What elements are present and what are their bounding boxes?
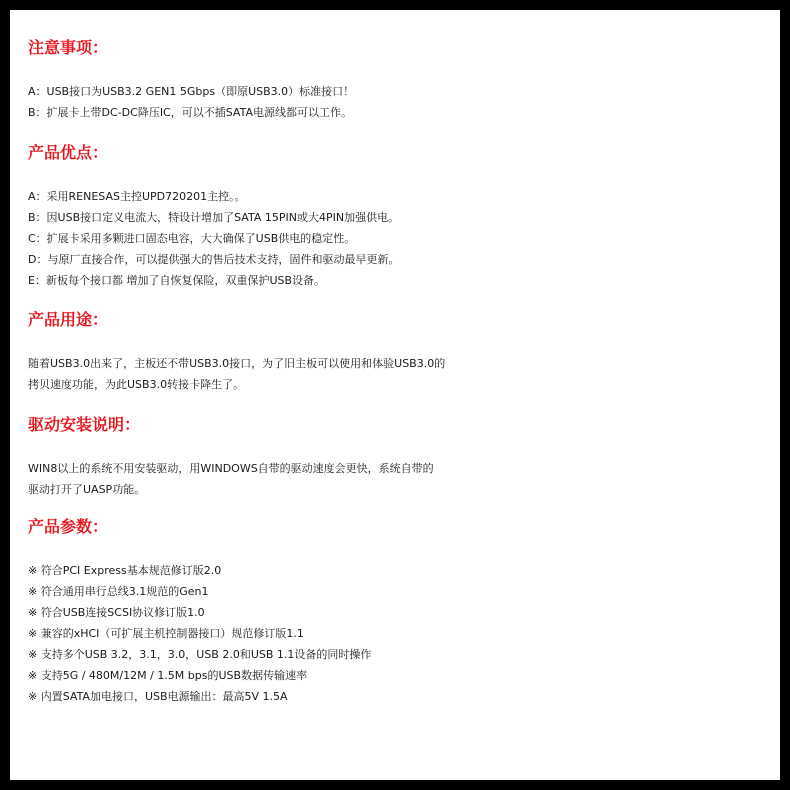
section-driver xyxy=(28,415,768,500)
section-notes xyxy=(28,38,768,123)
section-body-specs xyxy=(28,560,768,707)
advantage-line-a: A：采用RENESAS主控UPD720201主控。。 xyxy=(28,190,246,203)
usage-line-2: 拷贝速度功能，为此USB3.0转接卡降生了。 xyxy=(28,378,245,391)
spec-line-5: ※ 支持多个USB 3.2，3.1，3.0，USB 2.0和USB 1.1设备的同时操作 xyxy=(28,648,372,661)
section-advantages xyxy=(28,143,768,291)
advantage-line-e: E：新板每个接口都 增加了自恢复保险，双重保护USB设备。 xyxy=(28,274,326,287)
section-usage xyxy=(28,310,768,395)
advantage-line-b: B：因USB接口定义电流大，特设计增加了SATA 15PIN或大4PIN加强供电。 xyxy=(28,211,400,224)
section-heading-usage: 产品用途： xyxy=(28,310,109,329)
spec-line-4: ※ 兼容的xHCI（可扩展主机控制器接口）规范修订版1.1 xyxy=(28,627,304,640)
section-body-driver xyxy=(28,458,768,500)
driver-line-2: 驱动打开了UASP功能。 xyxy=(28,483,146,496)
driver-line-1: WIN8以上的系统不用安装驱动，用WINDOWS自带的驱动速度会更快，系统自带的 xyxy=(28,462,434,475)
section-heading-advantages: 产品优点： xyxy=(28,143,109,162)
spec-line-7: ※ 内置SATA加电接口，USB电源输出：最高5V 1.5A xyxy=(28,690,288,703)
usage-line-1: 随着USB3.0出来了，主板还不带USB3.0接口，为了旧主板可以使用和体验USB3.0的 xyxy=(28,357,446,370)
section-heading-notes: 注意事项： xyxy=(28,38,109,57)
note-line-b: B：扩展卡上带DC-DC降压IC，可以不插SATA电源线都可以工作。 xyxy=(28,106,352,119)
spec-line-6: ※ 支持5G / 480M/12M / 1.5M bps的USB数据传输速率 xyxy=(28,669,308,682)
spec-line-1: ※ 符合PCI Express基本规范修订版2.0 xyxy=(28,564,222,577)
advantage-line-c: C：扩展卡采用多颗进口固态电容，大大确保了USB供电的稳定性。 xyxy=(28,232,356,245)
section-specs xyxy=(28,517,768,707)
section-body-usage xyxy=(28,353,768,395)
advantage-line-d: D：与原厂直接合作，可以提供强大的售后技术支持，固件和驱动最早更新。 xyxy=(28,253,400,266)
section-body-notes xyxy=(28,81,768,123)
section-body-advantages xyxy=(28,186,768,291)
spec-line-2: ※ 符合通用串行总线3.1规范的Gen1 xyxy=(28,585,209,598)
note-line-a: A：USB接口为USB3.2 GEN1 5Gbps（即原USB3.0）标准接口！ xyxy=(28,85,355,98)
section-heading-driver: 驱动安装说明： xyxy=(28,415,141,434)
section-heading-specs: 产品参数： xyxy=(28,517,109,536)
spec-line-3: ※ 符合USB连接SCSI协议修订版1.0 xyxy=(28,606,205,619)
document-page xyxy=(10,10,780,780)
